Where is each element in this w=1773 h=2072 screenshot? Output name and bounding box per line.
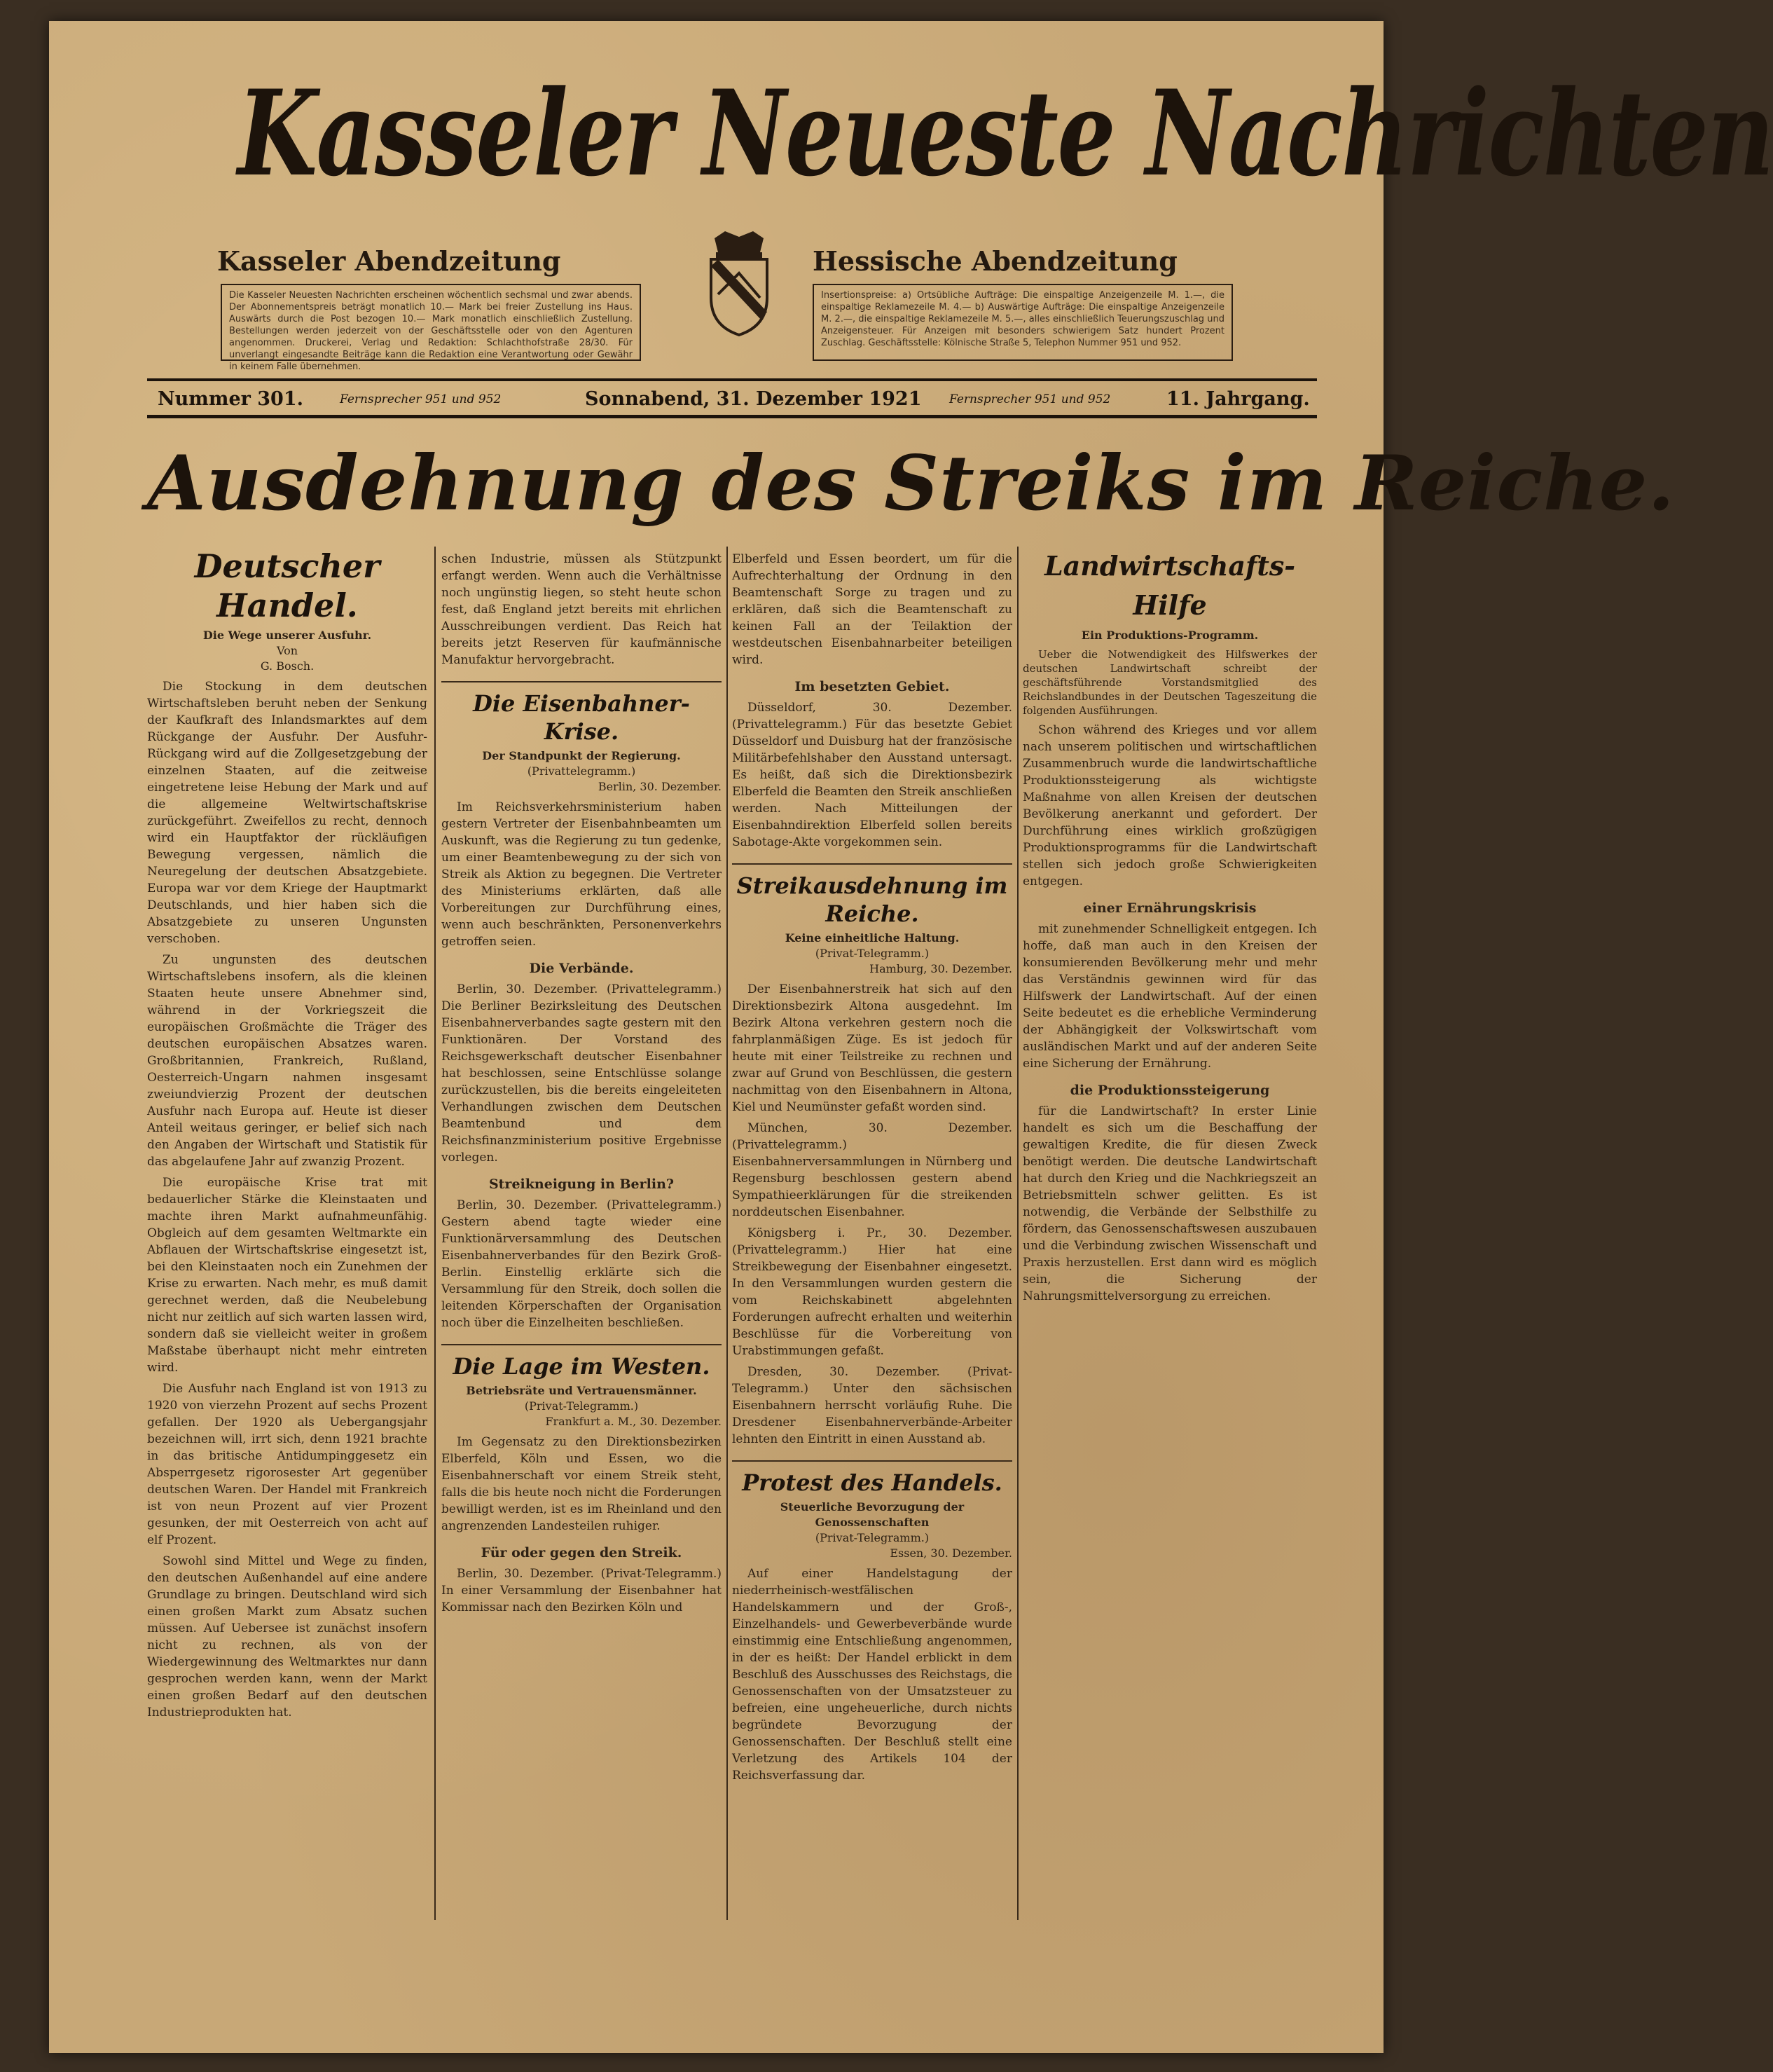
byline-label: Von [276, 644, 298, 657]
paragraph: Die Ausfuhr nach England ist von 1913 zu 1920 von vierzehn Prozent auf sechs Prozent gefallen. Der 1920 als Uebergangsjahr bezeichnen will, irrt sich, denn 1921 brachte in das britische Antidumpinggesetz ein Absperrgesetz rigorosester Art gegenüber deutschen Waren. Der Handel mit Frankreich ist von neun Prozent auf vier Prozent gesunken, der mit Oesterreich von acht auf elf Prozent. [147, 1382, 427, 1547]
article-subtitle: Keine einheitliche Haltung. [785, 931, 960, 945]
column-rule [434, 547, 436, 1920]
article-subtitle: Steuerliche Bevorzugung der Genossenschaften [780, 1500, 965, 1529]
paragraph: Der Eisenbahnerstreik hat sich auf den Direktionsbezirk Altona ausgedehnt. Im Bezirk Altona verkehren gestern noch die fahrplanmäßigen Züge. Es ist jedoch für heute mit einer Teilstreike zu rechnen und zwar auf Grund von Beschlüssen, die gestern nachmittag von den Eisenbahnern in Altona, Kiel und Neumünster gefaßt worden sind. [732, 982, 1012, 1114]
phone-left: Fernsprecher 951 und 952 [340, 392, 502, 406]
subtitle-left: Kasseler Abendzeitung [217, 245, 561, 277]
paragraph: Im Gegensatz zu den Direktionsbezirken Elberfeld, Köln und Essen, wo die Eisenbahnerschaft vor einem Streik steht, falls die bis heute noch nicht die Forderungen bewilligt werden, ist es im Rheinland und den angrenzenden Landesteilen ruhiger. [441, 1435, 722, 1533]
article-title: Die Eisenbahner-Krise. [441, 681, 722, 746]
rule-top [147, 378, 1317, 381]
paragraph: Auf einer Handelstagung der niederrheinisch-westfälischen Handelskammern und der Groß-, Einzelhandels- und Gewerbeverbände wurde einstimmig eine Entschließung angenommen, in der es heißt: Der Handel erblickt in dem Beschluß des Ausschusses des Reichstags, die Genossenschaften von der Umsatzsteuer zu befreien, eine ungeheuerliche, durch nichts begründete Bevorzugung der Genossenschaften. Der Beschluß stellt eine Verletzung des Artikels 104 der Reichsverfassung dar. [732, 1567, 1013, 1783]
source-tag: (Privat-Telegramm.) [815, 1531, 930, 1544]
advertising-info: Insertionspreise: a) Ortsübliche Aufträge: Die einspaltige Anzeigenzeile M. 1.—, die einspaltige Reklamezeile M. 4.— b) Auswärtige Aufträge: Die einspaltige Anzeigenzeile M. 2.—, die einspaltige Reklamezeile M. 5.—, alles einschließlich Teuerungszuschlag und Anzeigensteuer. Für Anzeigen mit besonders schwierigem Satz hundert Prozent Zuschlag. Geschäftsstelle: Kölnische Straße 5, Telephon Nummer 951 und 952. [813, 284, 1233, 361]
column-2 [441, 547, 722, 1934]
source-tag: (Privattelegramm.) [527, 764, 636, 778]
dateline-text: Berlin, 30. Dezember. [598, 780, 722, 793]
dateline-text: Hamburg, 30. Dezember. [869, 962, 1012, 975]
article-subtitle: Die Wege unserer Ausfuhr. [202, 629, 372, 642]
author: G. Bosch. [260, 659, 315, 673]
paragraph: Dresden, 30. Dezember. (Privat-Telegramm.) Unter den sächsischen Eisenbahnern herrscht vorläufig Ruhe. Die Dresdener Eisenbahnerverbände-Arbeiter lehnten den Eintritt in einen Ausstand ab. [732, 1365, 1012, 1446]
rule-bottom [147, 415, 1317, 418]
section-heading: einer Ernährungskrisis [1083, 900, 1257, 916]
main-headline: Ausdehnung des Streiks im Reiche. [147, 439, 1675, 528]
paragraph: München, 30. Dezember. (Privattelegramm.) Eisenbahnerversammlungen in Nürnberg und Regensburg beschlossen gestern abend Sympathieerklärungen für die streikenden norddeutschen Eisenbahner. [732, 1121, 1012, 1219]
paragraph: Zu ungunsten des deutschen Wirtschaftslebens insofern, als die kleinen Staaten heute unsere Abnehmer sind, während in der Vorkriegszeit die europäischen Großmächte die Träger des deutschen europäischen Absatzes waren. Großbritannien, Frankreich, Rußland, Oesterreich-Ungarn nahmen insgesamt zweiundvierzig Prozent der deutschen Ausfuhr nach Europa auf. Heute ist dieser Anteil weitaus geringer, er belief sich nach den Angaben der Wirtschaft und Statistik für das abgelaufene Jahr auf zwanzig Prozent. [147, 953, 427, 1169]
paragraph: Düsseldorf, 30. Dezember. (Privattelegramm.) Für das besetzte Gebiet Düsseldorf und Duisburg hat der französische Militärbefehlshaber den Ausstand untersagt. Es heißt, daß sich die Direktionsbezirk Elberfeld die Beamten den Streik anschließen werden. Nach Mitteilungen der Eisenbahndirektion Elberfeld sollen bereits Sabotage-Akte vorgekommen sein. [732, 701, 1012, 849]
dateline-text: Essen, 30. Dezember. [890, 1546, 1012, 1560]
paragraph: Die Stockung in dem deutschen Wirtschaftsleben beruht neben der Senkung der Kaufkraft des Inlandsmarktes auf dem Rückgange der Ausfuhr. Der Ausfuhr-Rückgang wird auf die Zollgesetzgebung der einzelnen Staaten, auf die zeitweise eingetretene leise Hebung der Mark und auf die allgemeine Weltwirtschaftskrise zurückgeführt. Zweifellos zu recht, dennoch wird ein Hauptfaktor der rückläufigen Bewegung vergessen, nämlich die Neuregelung der deutschen Absatzgebiete. Europa war vor dem Kriege der Hauptmarkt Deutschlands, und hier haben sich die Absatzgebiete zu unseren Ungunsten verschoben. [147, 680, 427, 946]
section-heading: die Produktionssteigerung [1070, 1083, 1270, 1098]
paragraph: Im Reichsverkehrsministerium haben gestern Vertreter der Eisenbahnbeamten um Auskunft, was die Regierung zu tun gedenke, um einer Beamtenbewegung zu der sich von Streik als Aktion zu begegnen. Die Vertreter des Ministeriums erklärten, daß alle Vorbereitungen zur Durchführung eines, wenn auch beschränkten, Personenverkehrs getroffen seien. [441, 800, 722, 949]
column-rule [726, 547, 728, 1920]
section-heading: Für oder gegen den Streik. [481, 1545, 682, 1560]
article-subtitle: Der Standpunkt der Regierung. [482, 749, 681, 762]
issue-date: Sonnabend, 31. Dezember 1921 [585, 388, 922, 410]
paragraph: Ueber die Notwendigkeit des Hilfswerkes der deutschen Landwirtschaft schreibt der geschäftsführende Vorstandsmitglied des Reichslandbundes in der Deutschen Tageszeitung die folgenden Ausführungen. [1023, 648, 1317, 717]
section-heading: Im besetzten Gebiet. [794, 679, 950, 694]
article-title: Streikausdehnung im Reiche. [732, 863, 1012, 928]
column-3 [732, 547, 1012, 1934]
article-subtitle: Betriebsräte und Vertrauensmänner. [466, 1384, 697, 1397]
paragraph: Schon während des Krieges und vor allem nach unserem politischen und wirtschaftlichen Zusammenbruch wurde die landwirtschaftliche Produktionssteigerung als wichtigste Maßnahme von allen Kreisen der deutschen Bevölkerung anerkannt und gefordert. Der Durchführung eines wirklich großzügigen Produktionsprogramms für die Landwirtschaft stellen sich jedoch große Schwierigkeiten entgegen. [1023, 723, 1317, 889]
column-rule [1017, 547, 1019, 1920]
dateline-text: Frankfurt a. M., 30. Dezember. [545, 1415, 722, 1428]
paragraph: mit zunehmender Schnelligkeit entgegen. Ich hoffe, daß man auch in den Kreisen der konsumierenden Bevölkerung mehr und mehr das Verständnis gewinnen wird für das Hilfswerk der Landwirtschaft. Auf der einen Seite bedeutet es die erhebliche Verminderung der Abhängigkeit der Volkswirtschaft vom ausländischen Markt und auf der anderen Seite eine Sicherung der Ernährung. [1023, 922, 1317, 1071]
section-heading: Streikneigung in Berlin? [488, 1176, 675, 1192]
article-landwirtschafts-hilfe [1023, 547, 1317, 1934]
article-deutscher-handel [147, 547, 427, 1934]
paragraph: Königsberg i. Pr., 30. Dezember. (Privattelegramm.) Hier hat eine Streikbewegung der Eisenbahner eingesetzt. In den Versammlungen wurden gestern die vom Reichskabinett abgelehnten Forderungen aufrecht erhalten und weiterhin Beschlüsse für die Vorbereitung von Urabstimmungen gefaßt. [732, 1226, 1012, 1358]
masthead-title: Kasseler Neueste Nachrichten [237, 64, 1773, 203]
coat-of-arms-icon [701, 231, 778, 336]
source-tag: (Privat-Telegramm.) [524, 1399, 639, 1413]
paragraph: für die Landwirtschaft? In erster Linie handelt es sich um die Beschaffung der gewaltigen Kredite, die für diesen Zweck benötigt werden. Die deutsche Landwirtschaft hat durch den Krieg und die Nachkriegszeit an Betriebsmitteln schwer gelitten. Es ist notwendig, die Verbände der Selbsthilfe zu fördern, das Genossenschaftswesen auszubauen und die Verbindung zwischen Wissenschaft und Praxis herzustellen. Erst dann wird es möglich sein, die Sicherung der Nahrungsmittelversorgung zu erreichen. [1023, 1104, 1317, 1303]
dateline [158, 387, 1310, 412]
subtitle-right: Hessische Abendzeitung [813, 245, 1178, 277]
volume-year: 11. Jahrgang. [1166, 388, 1310, 410]
article-title: Protest des Handels. [732, 1460, 1012, 1497]
source-tag: (Privat-Telegramm.) [815, 947, 930, 960]
section-heading: Die Verbände. [529, 961, 634, 976]
paragraph: Die europäische Krise trat mit bedauerlicher Stärke die Kleinstaaten und machte ihren Markt aufnahmeunfähig. Obgleich auf dem gesamten Weltmarkte ein Abflauen der Wirtschaftskrise eingesetzt ist, bei den Kleinstaaten noch ein Zunehmen der Krise zu erwarten. Nach mehr, es muß damit gerechnet werden, daß die Neubelebung nicht nur zeitlich auf sich warten lassen wird, sondern daß sie vielleicht weiter in großem Maßstabe überhaupt nicht mehr eintreten wird. [147, 1176, 427, 1375]
article-title: Deutscher Handel. [194, 547, 380, 624]
paragraph: Elberfeld und Essen beordert, um für die Aufrechterhaltung der Ordnung in den Beamtenschaft Sorge zu tragen und zu erklären, daß sich die Beamtenschaft zu keinen Fall an der Teilaktion der westdeutschen Eisenbahnarbeiter beteiligen wird. [732, 552, 1012, 667]
subscription-info: Die Kasseler Neuesten Nachrichten erscheinen wöchentlich sechsmal und zwar abends. Der Abonnementspreis beträgt monatlich 10.— Mark bei freier Zustellung ins Haus. Auswärts durch die Post bezogen 10.— Mark monatlich einschließlich Zustellung. Bestellungen werden jederzeit von der Geschäftsstelle oder von den Agenturen angenommen. Druckerei, Verlag und Redaktion: Schlachthofstraße 28/30. Für unverlangt eingesandte Beiträge kann die Redaktion eine Verantwortung oder Gewähr in keinem Falle übernehmen. [221, 284, 641, 361]
issue-number: Nummer 301. [158, 388, 304, 410]
paragraph: Berlin, 30. Dezember. (Privattelegramm.) Die Berliner Bezirksleitung des Deutschen Eisenbahnerverbandes sagte gestern mit den Funktionären. Der Vorstand des Reichsgewerkschaft deutscher Eisenbahner hat beschlossen, seine Entschlüsse solange zurückzustellen, bis die bereits eingeleiteten Verhandlungen zwischen dem Deutschen Beamtenbund und dem Reichsfinanzministerium positive Ergebnisse vorlegen. [441, 982, 722, 1165]
article-subtitle: Ein Produktions-Programm. [1081, 629, 1259, 642]
article-title: Landwirtschafts-Hilfe [1044, 550, 1296, 621]
article-title: Die Lage im Westen. [441, 1344, 722, 1380]
paragraph: Sowohl sind Mittel und Wege zu finden, den deutschen Außenhandel auf eine andere Grundlage zu bringen. Deutschland wird sich einen großen Markt zum Absatz suchen müssen. Auf Uebersee ist zunächst insofern nicht zu rechnen, als von der Wiedergewinnung des Weltmarktes nur dann gesprochen werden kann, wenn der Markt einen großen Bedarf auf den deutschen Industrieprodukten hat. [147, 1554, 427, 1720]
phone-right: Fernsprecher 951 und 952 [949, 392, 1111, 406]
paragraph: Berlin, 30. Dezember. (Privat-Telegramm.) In einer Versammlung der Eisenbahner hat Kommissar nach den Bezirken Köln und [441, 1567, 722, 1614]
paragraph: schen Industrie, müssen als Stützpunkt erfangt werden. Wenn auch die Verhältnisse noch ungünstig liegen, so steht heute schon fest, daß England jetzt bereits mit ehrlichen Ausschreibungen verdient. Das Reich hat bereits jetzt Reserven für kaufmännische Manufaktur hervorgebracht. [441, 552, 722, 667]
paragraph: Berlin, 30. Dezember. (Privattelegramm.) Gestern abend tagte wieder eine Funktionärversammlung des Deutschen Eisenbahnerverbandes für den Bezirk Groß-Berlin. Einstellig erklärte sich die Versammlung für den Streik, doch sollen die leitenden Körperschaften der Organisation noch über die Einzelheiten beschließen. [441, 1198, 722, 1330]
